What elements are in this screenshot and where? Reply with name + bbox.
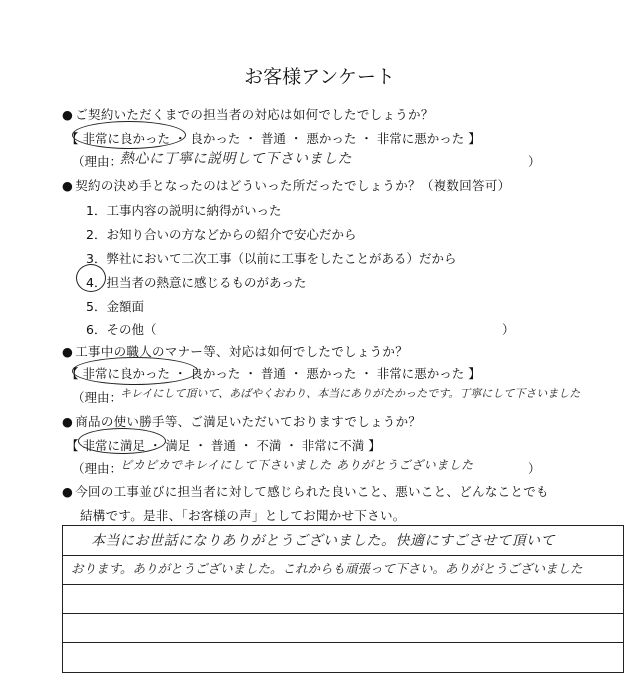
q2-question: ● 契約の決め手となったのはどういった所だったでしょうか？（複数回答可）: [62, 176, 510, 194]
comment-line: [63, 642, 623, 643]
q1-options: 【 非常に良かった ・ 良かった ・ 普通 ・ 悪かった ・ 非常に悪かった 】: [66, 131, 481, 146]
free-comment-box: [62, 525, 624, 673]
q3-options: 【 非常に良かった ・ 良かった ・ 普通 ・ 悪かった ・ 非常に悪かった 】: [66, 366, 481, 381]
q4-reason-close: ）: [528, 461, 541, 476]
q2-item-1: 1．工事内容の説明に納得がいった: [86, 203, 282, 218]
comment-line: [63, 613, 623, 614]
q1-selected-circle: [72, 121, 186, 149]
q4-options: 【 非常に満足 ・ 満足 ・ 普通 ・ 不満 ・ 非常に不満 】: [66, 438, 381, 453]
comment-answer-line2: おります。ありがとうございました。これからも頑張って下さい。ありがとうございました: [71, 561, 583, 576]
q2-item-3: 3．弊社において二次工事（以前に工事をしたことがある）だから: [86, 251, 457, 266]
q1-reason-text: 熱心に丁寧に説明して下さいました: [120, 151, 352, 167]
q5-question-line2: 結構です。是非、「お客様の声」としてお聞かせ下さい。: [80, 508, 406, 523]
q5-question: ● 今回の工事並びに担当者に対して感じられた良いこと、悪いこと、どんなことでも: [62, 482, 549, 500]
comment-line: [63, 555, 623, 556]
q3-reason-label: （理由：: [72, 390, 123, 405]
q1-reason-close: ）: [528, 154, 541, 169]
page-title: お客様アンケート: [244, 66, 395, 88]
comment-answer-line1: 本当にお世話になりありがとうございました。快適にすごさせて頂いて: [91, 533, 555, 549]
q4-question: ● 商品の使い勝手等、ご満足いただいておりますでしょうか？: [62, 412, 421, 430]
q4-selected-circle: [78, 428, 166, 454]
q3-question: ● 工事中の職人のマナー等、対応は如何でしたでしょうか？: [62, 342, 408, 360]
q4-reason-label: （理由：: [72, 461, 123, 476]
q2-selected-circle: [76, 264, 106, 292]
q1-question: ● ご契約いただくまでの担当者の対応は如何でしたでしょうか？: [62, 105, 434, 123]
q3-reason-text: キレイにして頂いて、あばやくおわり、本当にありがたかったです。丁寧にして下さいました: [120, 387, 581, 400]
q2-item-2: 2．お知り合いの方などからの紹介で安心だから: [86, 227, 357, 242]
q1-reason-label: （理由：: [72, 154, 123, 169]
q2-other-close: ）: [502, 322, 515, 337]
q3-selected-circle: [72, 357, 198, 385]
q4-reason-text: ピカピカでキレイにして下さいました ありがとうございました: [120, 458, 474, 472]
q2-item-6: 6．その他（: [86, 322, 157, 337]
comment-line: [63, 584, 623, 585]
q2-item-4: 4．担当者の熱意に感じるものがあった: [86, 275, 307, 290]
q2-item-5: 5．金額面: [86, 299, 144, 314]
